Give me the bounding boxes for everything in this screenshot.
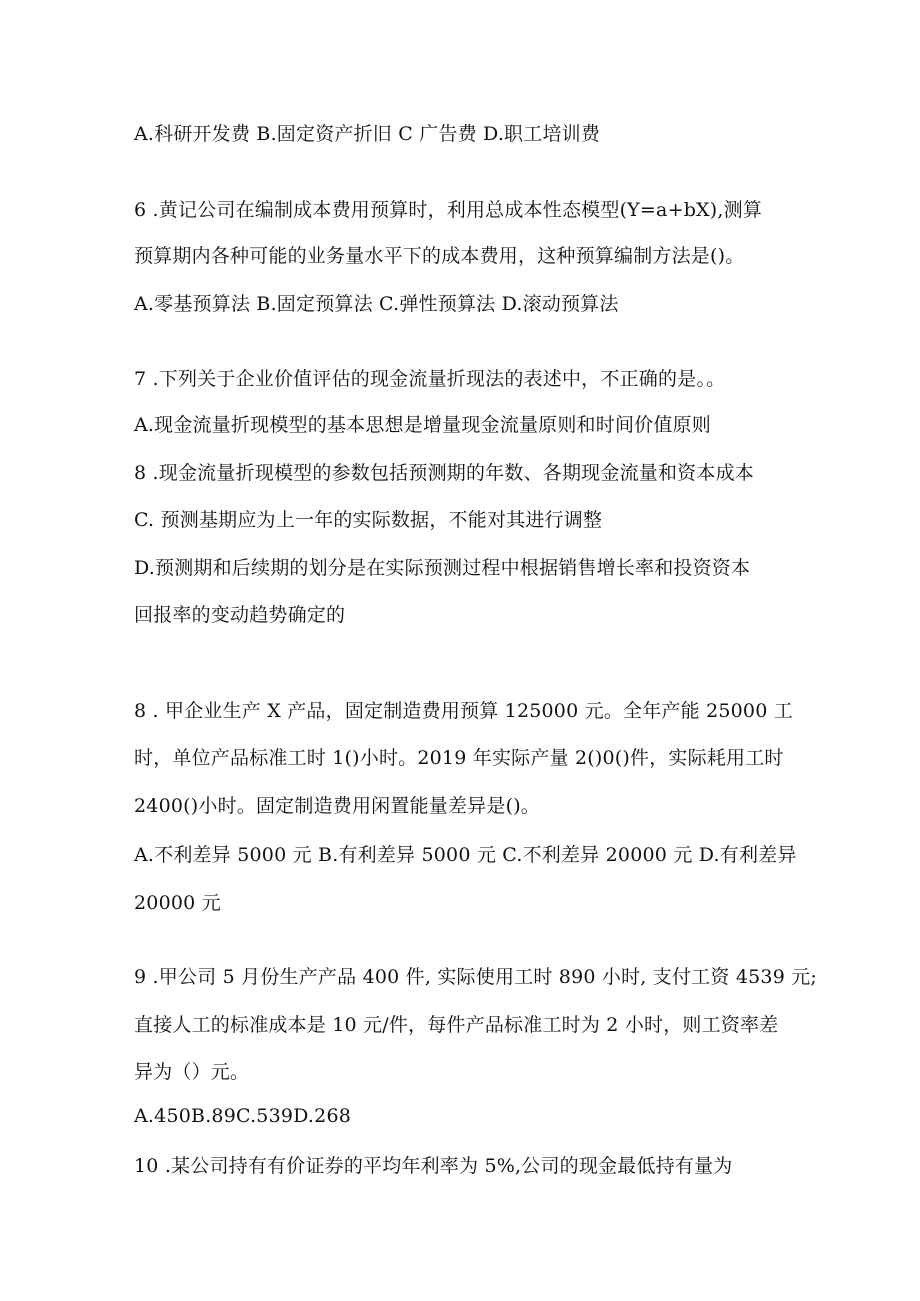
- q5-options: A.科研开发费 B.固定资产折旧 C 广告费 D.职工培训费: [134, 123, 601, 145]
- q9-stem-line-1: 9 .甲公司 5 月份生产产品 400 件, 实际使用工时 890 小时, 支付工资 4539 元;: [134, 966, 818, 988]
- q6-stem-line-2: 预算期内各种可能的业务量水平下的成本费用，这种预算编制方法是()。: [134, 245, 745, 267]
- q8-stem-line-2: 时，单位产品标准工时 1()小时。2019 年实际产量 2()0()件，实际耗用工时: [134, 747, 784, 769]
- q7-stem: 7 .下列关于企业价值评估的现金流量折现法的表述中，不正确的是。。: [134, 368, 726, 390]
- q9-stem-line-3: 异为（）元。: [134, 1061, 250, 1083]
- q6-stem-line-1: 6 .黄记公司在编制成本费用预算时，利用总成本性态模型(Y=a+bX),测算: [134, 199, 763, 221]
- q8-options-line-2: 20000 元: [134, 892, 221, 914]
- q8-options-line-1: A.不利差异 5000 元 B.有利差异 5000 元 C.不利差异 20000 元 D.有利差异: [134, 844, 797, 866]
- q7-option-c: C. 预测基期应为上一年的实际数据，不能对其进行调整: [134, 509, 603, 531]
- q7-option-d-line-2: 回报率的变动趋势确定的: [134, 604, 346, 626]
- q7-option-b: 8 .现金流量折现模型的参数包括预测期的年数、各期现金流量和资本成本: [134, 462, 754, 484]
- q10-stem-line-1: 10 .某公司持有有价证券的平均年利率为 5%,公司的现金最低持有量为: [134, 1155, 733, 1177]
- q7-option-a: A.现金流量折现模型的基本思想是增量现金流量原则和时间价值原则: [134, 414, 711, 436]
- q9-options: A.450B.89C.539D.268: [134, 1105, 352, 1127]
- q8-stem-line-1: 8 . 甲企业生产 X 产品，固定制造费用预算 125000 元。全年产能 25000 工: [134, 700, 793, 722]
- q8-stem-line-3: 2400()小时。固定制造费用闲置能量差异是()。: [134, 795, 541, 817]
- q7-option-d-line-1: D.预测期和后续期的划分是在实际预测过程中根据销售增长率和投资资本: [134, 557, 751, 579]
- q9-stem-line-2: 直接人工的标准成本是 10 元/件，每件产品标准工时为 2 小时，则工资率差: [134, 1014, 779, 1036]
- q6-options: A.零基预算法 B.固定预算法 C.弹性预算法 D.滚动预算法: [134, 293, 619, 315]
